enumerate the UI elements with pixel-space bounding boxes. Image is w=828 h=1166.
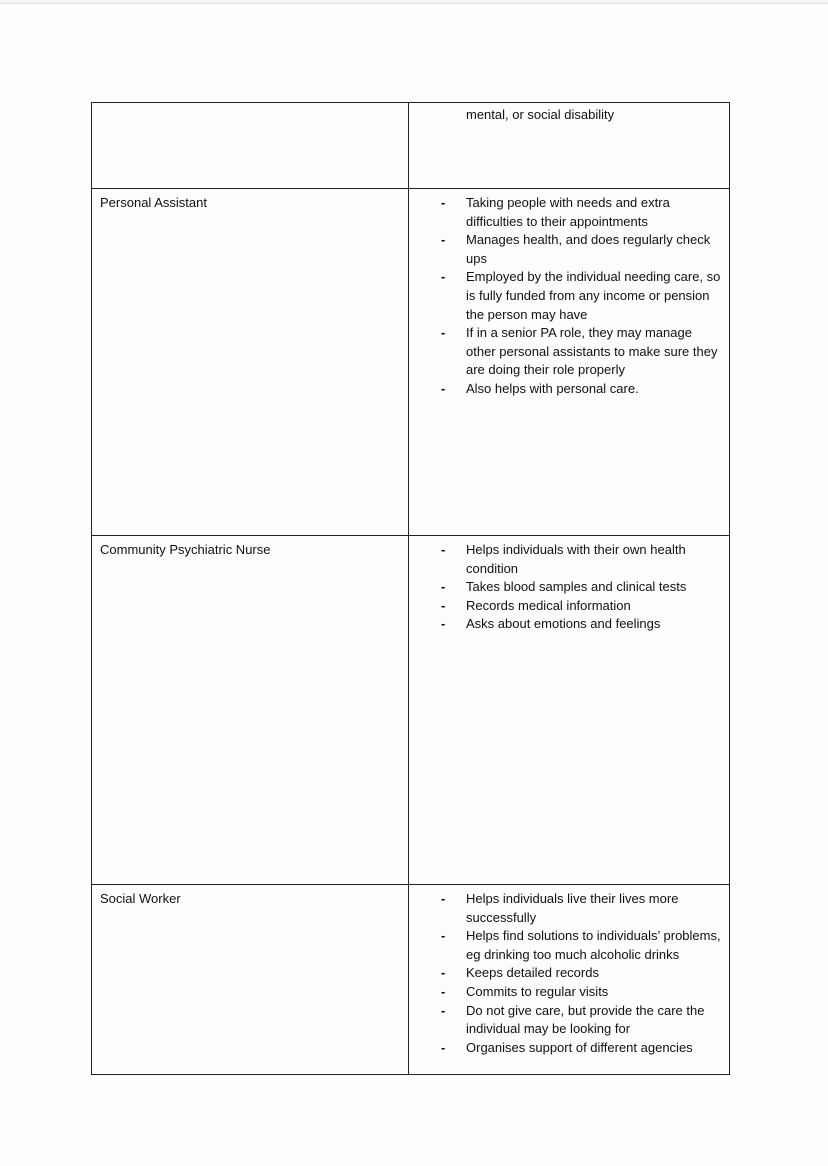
table-row bbox=[92, 885, 730, 1075]
bullet-dash: - bbox=[441, 616, 446, 632]
bullet-dash: - bbox=[441, 325, 446, 341]
bullet-dash: - bbox=[441, 380, 446, 396]
role-name-community-psychiatric-nurse: Community Psychiatric Nurse bbox=[100, 542, 271, 557]
bullet-dash: - bbox=[441, 965, 446, 981]
duty-item: - Taking people with needs and extra difficulties to their appointments bbox=[441, 195, 670, 229]
duty-item: - Helps individuals live their lives more successfully bbox=[441, 891, 679, 925]
bullet-dash: - bbox=[441, 983, 446, 999]
document-page bbox=[0, 3, 828, 1166]
table-row bbox=[92, 536, 730, 885]
bullet-dash: - bbox=[441, 269, 446, 285]
duties-list bbox=[409, 536, 729, 634]
duty-item: - Helps individuals with their own health condition bbox=[441, 542, 686, 576]
bullet-dash: - bbox=[441, 1002, 446, 1018]
bullet-dash: - bbox=[441, 195, 446, 210]
table-row bbox=[92, 103, 730, 189]
care-roles-table bbox=[91, 102, 730, 1075]
role-cell bbox=[92, 885, 409, 1075]
role-name-social-worker: Social Worker bbox=[100, 891, 181, 906]
duty-item: - Helps find solutions to individuals’ problems, eg drinking too much alcoholic drinks bbox=[441, 928, 721, 962]
description-cell bbox=[409, 536, 730, 885]
duty-item: - Do not give care, but provide the care the individual may be looking for bbox=[441, 1002, 705, 1037]
bullet-dash: - bbox=[441, 1039, 446, 1055]
description-cell bbox=[409, 103, 730, 189]
description-cell bbox=[409, 885, 730, 1075]
duty-item: - Manages health, and does regularly check ups bbox=[441, 232, 711, 266]
role-name-personal-assistant: Personal Assistant bbox=[100, 195, 207, 210]
duty-item: - Records medical information bbox=[466, 597, 721, 616]
duty-item: - Keeps detailed records bbox=[466, 964, 721, 983]
role-cell bbox=[92, 189, 409, 536]
duty-item: - If in a senior PA role, they may manage other personal assistants to make sure they are doing their role properly bbox=[441, 325, 718, 378]
continued-text: mental, or social disability bbox=[466, 107, 615, 122]
duty-item: - Asks about emotions and feelings bbox=[466, 615, 721, 634]
bullet-dash: - bbox=[441, 891, 446, 906]
bullet-dash: - bbox=[441, 542, 446, 557]
bullet-dash: - bbox=[441, 232, 446, 248]
bullet-dash: - bbox=[441, 597, 446, 613]
table-row bbox=[92, 189, 730, 536]
duty-item: - Organises support of different agencies bbox=[466, 1039, 721, 1058]
bullet-dash: - bbox=[441, 928, 446, 944]
bullet-dash: - bbox=[441, 579, 446, 595]
duty-item: - Commits to regular visits bbox=[466, 983, 721, 1002]
description-cell bbox=[409, 189, 730, 536]
duty-item: - Takes blood samples and clinical tests bbox=[466, 578, 721, 597]
duties-list bbox=[409, 189, 729, 399]
duties-list bbox=[409, 885, 729, 1057]
duty-item: - Also helps with personal care. bbox=[466, 380, 721, 399]
duty-item: - Employed by the individual needing care, so is fully funded from any income or pension the person may have bbox=[441, 269, 721, 322]
role-cell bbox=[92, 536, 409, 885]
role-cell-empty bbox=[92, 103, 409, 189]
